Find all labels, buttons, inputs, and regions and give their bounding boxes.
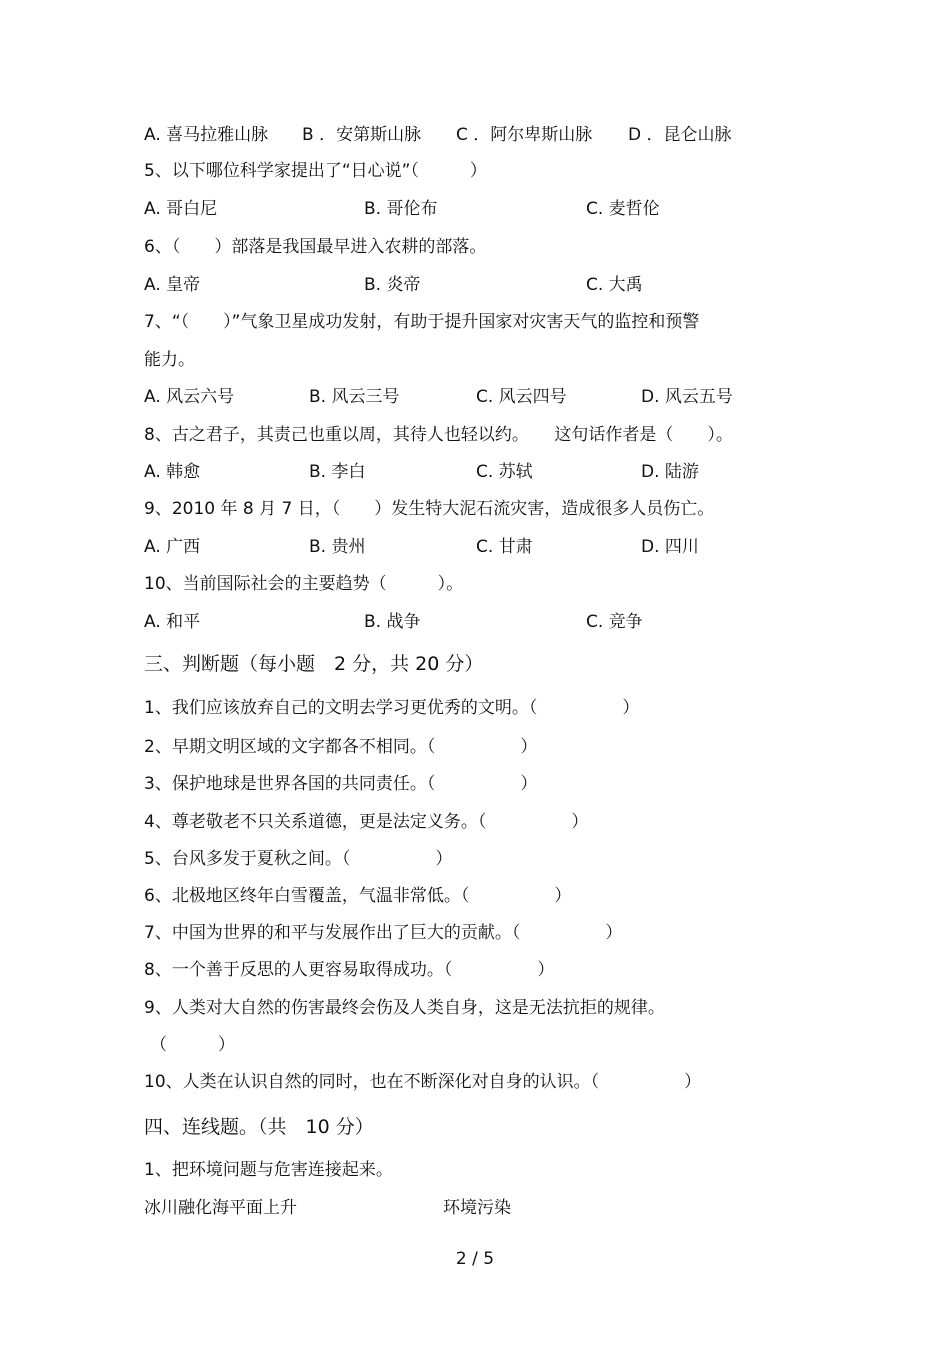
match-right-item: 环境污染 — [443, 1198, 511, 1218]
q7-option-c: C. 风云四号 — [476, 387, 567, 407]
q7-option-b: B. 风云三号 — [309, 387, 400, 407]
judge-item-3: 3、保护地球是世界各国的共同责任。（ ） — [144, 774, 538, 794]
judge-item-4: 4、尊老敬老不只关系道德，更是法定义务。（ ） — [144, 812, 589, 832]
page-number: 2 / 5 — [455, 1249, 495, 1269]
q5-option-a: A. 哥白尼 — [144, 199, 218, 219]
q10-option-a: A. 和平 — [144, 612, 201, 632]
q7-option-a: A. 风云六号 — [144, 387, 235, 407]
q8-option-b: B. 李白 — [309, 462, 366, 482]
q4-option-c: C ．阿尔卑斯山脉 — [456, 125, 593, 145]
judge-item-9-blank: （ ） — [150, 1035, 235, 1055]
q7-option-d: D. 风云五号 — [641, 387, 733, 407]
q4-option-a: A. 喜马拉雅山脉 — [144, 125, 269, 145]
q7-text-line1: 7、“（ ）”气象卫星成功发射，有助于提升国家对灾害天气的监控和预警 — [144, 312, 700, 332]
judge-item-7: 7、中国为世界的和平与发展作出了巨大的贡献。（ ） — [144, 923, 623, 943]
q5-option-b: B. 哥伦布 — [364, 199, 438, 219]
q4-option-b: B ．安第斯山脉 — [302, 125, 422, 145]
q8-option-a: A. 韩愈 — [144, 462, 201, 482]
q9-option-c: C. 甘肃 — [476, 537, 533, 557]
q6-option-a: A. 皇帝 — [144, 275, 201, 295]
q9-option-a: A. 广西 — [144, 537, 201, 557]
q4-options — [144, 124, 844, 146]
q10-option-b: B. 战争 — [364, 612, 421, 632]
q10-text: 10、当前国际社会的主要趋势（ ）。 — [144, 574, 464, 594]
q9-option-b: B. 贵州 — [309, 537, 366, 557]
q5-option-c: C. 麦哲伦 — [586, 199, 660, 219]
match-question-1: 1、把环境问题与危害连接起来。 — [144, 1160, 393, 1180]
q6-text: 6、（ ）部落是我国最早进入农耕的部落。 — [144, 237, 487, 257]
q10-option-c: C. 竞争 — [586, 612, 643, 632]
match-left-item: 冰川融化海平面上升 — [144, 1198, 297, 1218]
q10-options — [144, 611, 844, 633]
judge-item-6: 6、北极地区终年白雪覆盖，气温非常低。（ ） — [144, 886, 572, 906]
q5-options — [144, 198, 844, 220]
q4-option-d: D ．昆仑山脉 — [628, 125, 732, 145]
q9-options — [144, 536, 844, 558]
q9-option-d: D. 四川 — [641, 537, 699, 557]
q7-text-line2: 能力。 — [144, 350, 195, 370]
q5-text: 5、以下哪位科学家提出了“日心说”（ ） — [144, 161, 487, 181]
q8-options — [144, 461, 844, 483]
q6-option-c: C. 大禹 — [586, 275, 643, 295]
q7-options — [144, 386, 844, 408]
section-3-heading: 三、判断题（每小题 2 分，共 20 分） — [144, 653, 484, 675]
judge-item-8: 8、一个善于反思的人更容易取得成功。（ ） — [144, 960, 555, 980]
judge-item-9: 9、人类对大自然的伤害最终会伤及人类自身，这是无法抗拒的规律。 — [144, 998, 665, 1018]
judge-item-2: 2、早期文明区域的文字都各不相同。（ ） — [144, 737, 538, 757]
section-4-heading: 四、连线题。（共 10 分） — [144, 1116, 374, 1138]
q6-option-b: B. 炎帝 — [364, 275, 421, 295]
q8-option-d: D. 陆游 — [641, 462, 699, 482]
q8-text: 8、古之君子，其责己也重以周，其待人也轻以约。 这句话作者是（ ）。 — [144, 425, 733, 445]
judge-item-1: 1、我们应该放弃自己的文明去学习更优秀的文明。（ ） — [144, 698, 640, 718]
q6-options — [144, 274, 844, 296]
judge-item-10: 10、人类在认识自然的同时，也在不断深化对自身的认识。（ ） — [144, 1072, 702, 1092]
q9-text: 9、2010 年 8 月 7 日，（ ）发生特大泥石流灾害，造成很多人员伤亡。 — [144, 499, 715, 519]
judge-item-5: 5、台风多发于夏秋之间。（ ） — [144, 849, 453, 869]
q8-option-c: C. 苏轼 — [476, 462, 533, 482]
